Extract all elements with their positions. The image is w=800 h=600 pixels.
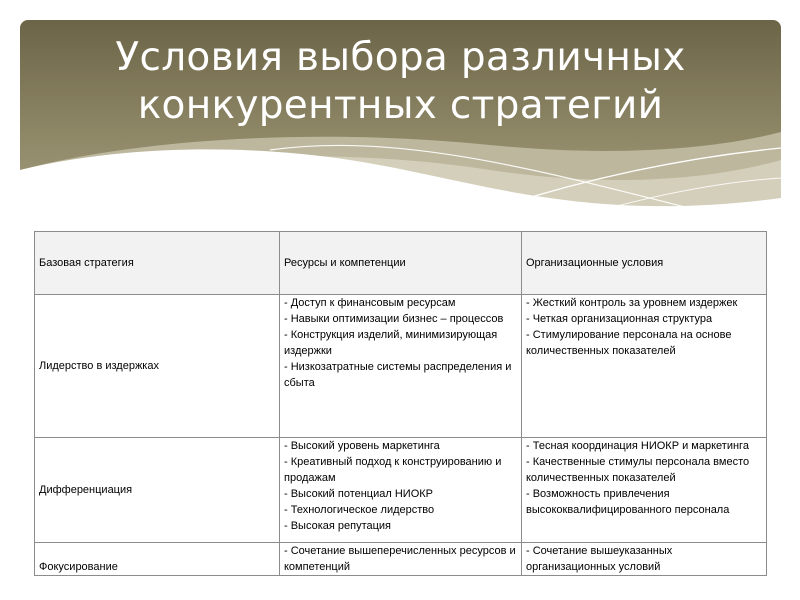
slide-title-line2: конкурентных стратегий [137,83,664,128]
header-cell-resources: Ресурсы и компетенции [280,232,522,295]
table-row [35,438,767,543]
slide-title-line1: Условия выбора различных [115,35,686,80]
slide-title [20,34,781,130]
resources-cell [280,295,522,438]
table-header-row [35,232,767,295]
conditions-cell [522,543,767,576]
list-item: - Доступ к финансовым ресурсам [284,297,456,309]
table-row [35,543,767,576]
list-item: - Возможность привлечения высококвалифицированного персонала [526,488,730,516]
resources-cell [280,438,522,543]
strategy-cell: Дифференциация [35,438,280,543]
list-item: - Высокая репутация [284,520,392,532]
table-row [35,295,767,438]
header-cell-strategy: Базовая стратегия [35,232,280,295]
list-item: - Сочетание вышеперечисленных ресурсов и компетенций [284,545,516,573]
strategy-table [34,231,767,576]
strategy-cell: Фокусирование [35,543,280,576]
conditions-cell [522,295,767,438]
list-item: - Низкозатратные системы распределения и сбыта [284,361,512,389]
strategy-cell: Лидерство в издержках [35,295,280,438]
list-item: - Высокий потенциал НИОКР [284,488,433,500]
conditions-cell [522,438,767,543]
header-cell-conditions: Организационные условия [522,232,767,295]
list-item: - Качественные стимулы персонала вместо количественных показателей [526,456,750,484]
list-item: - Технологическое лидерство [284,504,435,516]
list-item: - Высокий уровень маркетинга [284,440,440,452]
list-item: - Жесткий контроль за уровнем издержек [526,297,738,309]
resources-cell [280,543,522,576]
list-item: - Тесная координация НИОКР и маркетинга [526,440,749,452]
list-item: - Четкая организационная структура [526,313,713,325]
list-item: - Сочетание вышеуказанных организационных условий [526,545,673,573]
list-item: - Креативный подход к конструированию и продажам [284,456,502,484]
list-item: - Конструкция изделий, минимизирующая издержки [284,329,498,357]
list-item: - Стимулирование персонала на основе количественных показателей [526,329,732,357]
list-item: - Навыки оптимизации бизнес – процессов [284,313,504,325]
